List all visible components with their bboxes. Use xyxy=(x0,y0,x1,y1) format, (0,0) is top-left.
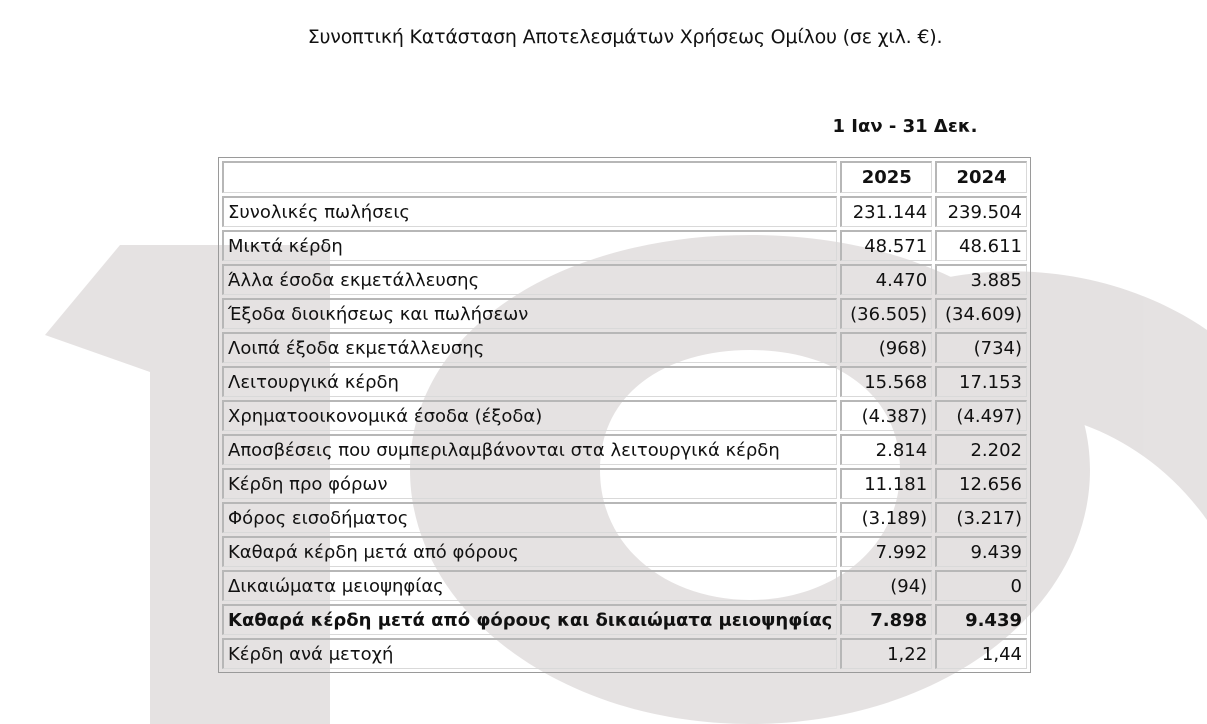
table-row xyxy=(222,434,1027,465)
table-row xyxy=(222,502,1027,533)
row-label: Κέρδη προ φόρων xyxy=(222,468,837,499)
row-label: Καθαρά κέρδη μετά από φόρους και δικαιώματα μειοψηφίας xyxy=(222,604,837,635)
table-header-row xyxy=(222,161,1027,193)
table-row xyxy=(222,264,1027,295)
row-value-2025: 2.814 xyxy=(840,434,932,465)
row-value-2024: (734) xyxy=(935,332,1027,363)
row-value-2024: 3.885 xyxy=(935,264,1027,295)
document-title: Συνοπτική Κατάσταση Αποτελεσμάτων Χρήσεως Ομίλου (σε χιλ. €). xyxy=(307,26,943,48)
table-row xyxy=(222,196,1027,227)
row-value-2025: 48.571 xyxy=(840,230,932,261)
period-label: 1 Ιαν - 31 Δεκ. xyxy=(832,116,978,137)
row-value-2025: 231.144 xyxy=(840,196,932,227)
table-row xyxy=(222,638,1027,669)
row-value-2024: 17.153 xyxy=(935,366,1027,397)
row-label: Μικτά κέρδη xyxy=(222,230,837,261)
row-label: Κέρδη ανά μετοχή xyxy=(222,638,837,669)
row-value-2024: 1,44 xyxy=(935,638,1027,669)
table-row xyxy=(222,604,1027,635)
row-value-2025: 1,22 xyxy=(840,638,932,669)
row-value-2024: 9.439 xyxy=(935,604,1027,635)
table-row xyxy=(222,298,1027,329)
row-label: Καθαρά κέρδη μετά από φόρους xyxy=(222,536,837,567)
row-label: Λειτουργικά κέρδη xyxy=(222,366,837,397)
table-row xyxy=(222,332,1027,363)
table-row xyxy=(222,400,1027,431)
row-label: Λοιπά έξοδα εκμετάλλευσης xyxy=(222,332,837,363)
row-label: Δικαιώματα μειοψηφίας xyxy=(222,570,837,601)
row-value-2024: 2.202 xyxy=(935,434,1027,465)
row-value-2025: 7.898 xyxy=(840,604,932,635)
row-value-2025: (3.189) xyxy=(840,502,932,533)
row-value-2025: 15.568 xyxy=(840,366,932,397)
row-label: Χρηματοοικονομικά έσοδα (έξοδα) xyxy=(222,400,837,431)
income-statement-table xyxy=(218,157,1031,673)
header-cell-2025: 2025 xyxy=(840,161,932,193)
row-label: Έξοδα διοικήσεως και πωλήσεων xyxy=(222,298,837,329)
row-value-2024: 48.611 xyxy=(935,230,1027,261)
table-row xyxy=(222,570,1027,601)
row-value-2024: (4.497) xyxy=(935,400,1027,431)
income-statement-table-wrapper xyxy=(218,157,1031,673)
table-row xyxy=(222,536,1027,567)
row-label: Φόρος εισοδήματος xyxy=(222,502,837,533)
header-cell-2024: 2024 xyxy=(935,161,1027,193)
row-label: Συνολικές πωλήσεις xyxy=(222,196,837,227)
row-label: Αποσβέσεις που συμπεριλαμβάνονται στα λειτουργικά κέρδη xyxy=(222,434,837,465)
table-row xyxy=(222,468,1027,499)
row-label: Άλλα έσοδα εκμετάλλευσης xyxy=(222,264,837,295)
row-value-2025: (36.505) xyxy=(840,298,932,329)
row-value-2024: (3.217) xyxy=(935,502,1027,533)
row-value-2025: (94) xyxy=(840,570,932,601)
row-value-2025: 4.470 xyxy=(840,264,932,295)
table-row xyxy=(222,230,1027,261)
table-row xyxy=(222,366,1027,397)
row-value-2025: 11.181 xyxy=(840,468,932,499)
row-value-2025: (968) xyxy=(840,332,932,363)
row-value-2024: 0 xyxy=(935,570,1027,601)
row-value-2024: 12.656 xyxy=(935,468,1027,499)
row-value-2024: 239.504 xyxy=(935,196,1027,227)
row-value-2024: (34.609) xyxy=(935,298,1027,329)
row-value-2025: (4.387) xyxy=(840,400,932,431)
header-cell-label xyxy=(222,161,837,193)
row-value-2025: 7.992 xyxy=(840,536,932,567)
row-value-2024: 9.439 xyxy=(935,536,1027,567)
table-body xyxy=(222,161,1027,669)
